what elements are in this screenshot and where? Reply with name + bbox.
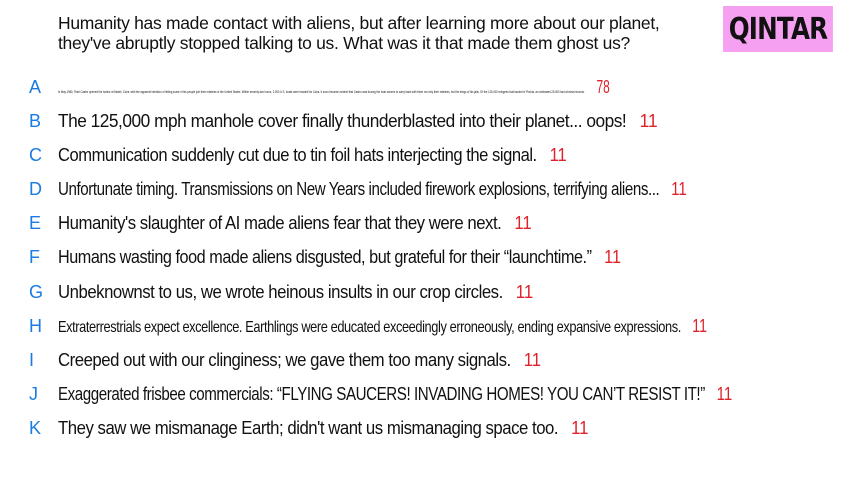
answer-letter: I <box>29 349 35 370</box>
answer-letter: J <box>29 383 38 404</box>
brand-logo: QINTAR <box>723 6 833 52</box>
answer-text <box>58 111 658 132</box>
answer-text-value: Extraterrestrials expect excellence. Earthlings were educated exceedingly erroneously, ending expansive expressions. <box>58 318 681 336</box>
answer-letter: E <box>29 212 42 233</box>
answer-text <box>58 384 732 405</box>
answer-text <box>58 179 687 200</box>
answer-text <box>58 213 532 234</box>
answer-letter: G <box>29 281 44 302</box>
answer-score: 78 <box>596 76 610 97</box>
answer-letter: A <box>29 76 42 97</box>
question-text <box>58 13 708 53</box>
answer-text <box>58 77 610 98</box>
answer-score: 11 <box>671 178 687 199</box>
answer-text <box>58 282 533 303</box>
answer-letter: D <box>29 178 42 199</box>
answer-score: 11 <box>571 417 589 438</box>
answer-text-value: Communication suddenly cut due to tin foil hats interjecting the signal. <box>58 144 537 165</box>
answer-text-value: The 125,000 mph manhole cover finally thunderblasted into their planet... oops! <box>58 110 627 131</box>
answer-text <box>58 145 567 166</box>
answer-text-value: Humanity's slaughter of AI made aliens fear that they were next. <box>58 212 502 233</box>
answer-score: 11 <box>523 349 542 370</box>
answer-text-value: In May 1980, Fidel Castro opened the harbor at Mariel, Cuba, with the apparent intention of letting some of his people join their relatives in the United States. Within seventy-two hours, 2,000 U.S. boats were headed for Cuba. It soon became evident that Castro was forcing the boat owners to carry back with them not only their relatives, but the dregs of his jails. Of the 125,000 refugees that landed in Florida, an estimated 25,000 had criminal records. <box>58 88 585 94</box>
answer-text-value: Unbeknownst to us, we wrote heinous insults in our crop circles. <box>58 281 503 302</box>
answer-letter: F <box>29 246 40 267</box>
answer-text-value: Exaggerated frisbee commercials: “FLYING SAUCERS! INVADING HOMES! YOU CAN’T RESIST IT!” <box>58 383 705 404</box>
answer-letter: B <box>29 110 42 131</box>
answer-score: 11 <box>515 281 534 302</box>
answer-text-value: Humans wasting food made aliens disgusted, but grateful for their “launchtime.” <box>58 246 592 267</box>
answer-text-value: Unfortunate timing. Transmissions on New Years included firework explosions, terrifying aliens... <box>58 178 660 199</box>
answer-score: 11 <box>514 212 532 233</box>
answer-text-value: They saw we mismanage Earth; didn't want us mismanaging space too. <box>58 417 559 438</box>
answer-score: 11 <box>716 383 733 404</box>
answer-text <box>58 316 707 337</box>
answer-text <box>58 418 588 439</box>
answer-score: 11 <box>692 315 708 336</box>
answer-score: 11 <box>639 110 658 131</box>
answer-score: 11 <box>549 144 567 165</box>
answer-text <box>58 247 621 268</box>
answer-text-value: Creeped out with our clinginess; we gave them too many signals. <box>58 349 511 370</box>
answer-letter: H <box>29 315 42 336</box>
answer-letter: C <box>29 144 42 165</box>
answer-text <box>58 350 541 371</box>
question-line-2: they've abruptly stopped talking to us. What was it that made them ghost us? <box>58 33 630 53</box>
question-line-1: Humanity has made contact with aliens, but after learning more about our planet, <box>58 13 660 33</box>
answer-score: 11 <box>604 246 621 267</box>
answer-letter: K <box>29 417 42 438</box>
